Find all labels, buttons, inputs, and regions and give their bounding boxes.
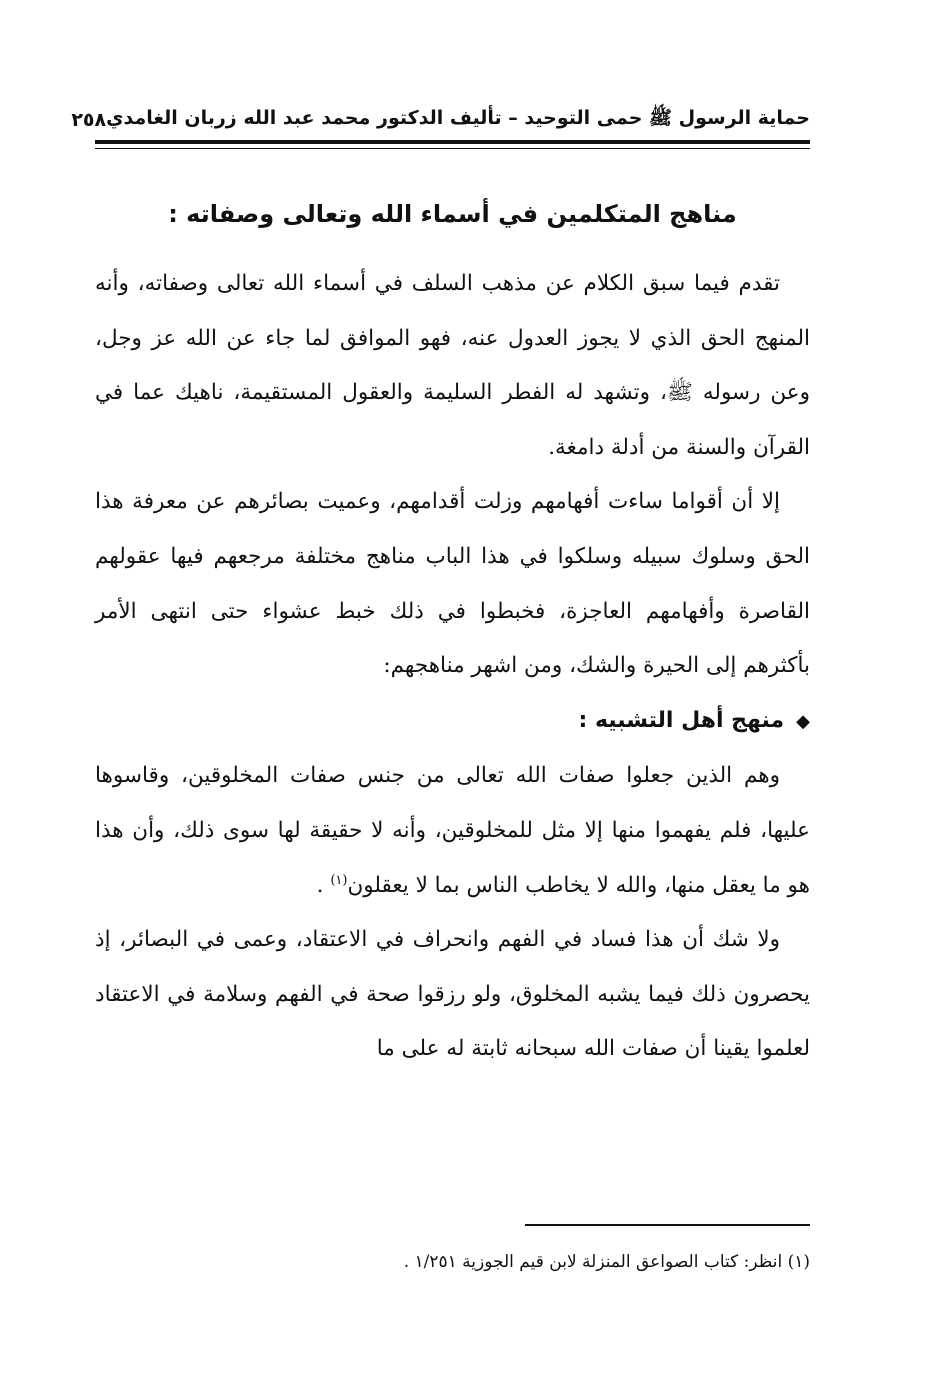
paragraph: تقدم فيما سبق الكلام عن مذهب السلف في أسماء الله تعالى وصفاته، وأنه المنهج الحق الذي لا يجوز العدول عنه، فهو الموافق لما جاء عن الله عز وجل، وعن رسوله ﷺ، وتشهد له الفطر السليمة والعقول المستقيمة، ناهيك عما في القرآن والسنة من أدلة دامغة. bbox=[95, 271, 810, 460]
paragraph-text: وهم الذين جعلوا صفات الله تعالى من جنس صفات المخلوقين، وقاسوها عليها، فلم يفهموا منها إلا مثل للمخلوقين، وأنه لا حقيقة لها سوى ذلك، وأن هذا هو ما يعقل منها، والله لا يخاطب الناس بما لا يعقلون bbox=[95, 763, 810, 898]
page-number: ٢٥٨ bbox=[71, 109, 107, 131]
diamond-bullet-icon: ◆ bbox=[796, 710, 810, 732]
subheading bbox=[95, 694, 810, 750]
footnote-reference[interactable]: (١) bbox=[330, 872, 348, 888]
header-rule bbox=[95, 140, 810, 144]
running-header bbox=[71, 102, 810, 138]
paragraph bbox=[95, 749, 810, 913]
paragraph: إلا أن أقواما ساءت أفهامهم وزلت أقدامهم، وعميت بصائرهم عن معرفة هذا الحق وسلوك سبيله وسلكوا في هذا الباب مناهج مختلفة مرجعهم فيها عقولهم القاصرة وأفهامهم العاجزة، فخبطوا في ذلك خبط عشواء حتى انتهى الأمر بأكثرهم إلى الحيرة والشك، ومن اشهر مناهجهم: bbox=[95, 489, 810, 679]
footnote-rule bbox=[525, 1224, 810, 1226]
footnote: (١) انظر: كتاب الصواعق المنزلة لابن قيم الجوزية ١/٢٥١ . bbox=[403, 1252, 810, 1272]
header-rule-secondary bbox=[95, 148, 810, 149]
section-heading: مناهج المتكلمين في أسماء الله وتعالى وصفاته : bbox=[168, 200, 737, 228]
subheading-text: منهج أهل التشبيه : bbox=[578, 707, 785, 733]
header-title: حماية الرسول ﷺ حمى التوحيد – تأليف الدكتور محمد عبد الله زربان الغامدي bbox=[106, 107, 810, 129]
paragraph: ولا شك أن هذا فساد في الفهم وانحراف في الاعتقاد، وعمى في البصائر، إذ يحصرون ذلك فيما يشبه المخلوق، ولو رزقوا صحة في الفهم وسلامة في الاعتقاد لعلموا يقينا أن صفات الله سبحانه ثابتة له على ما bbox=[95, 927, 810, 1062]
body-text bbox=[95, 257, 810, 1077]
paragraph-end: . bbox=[316, 872, 331, 898]
